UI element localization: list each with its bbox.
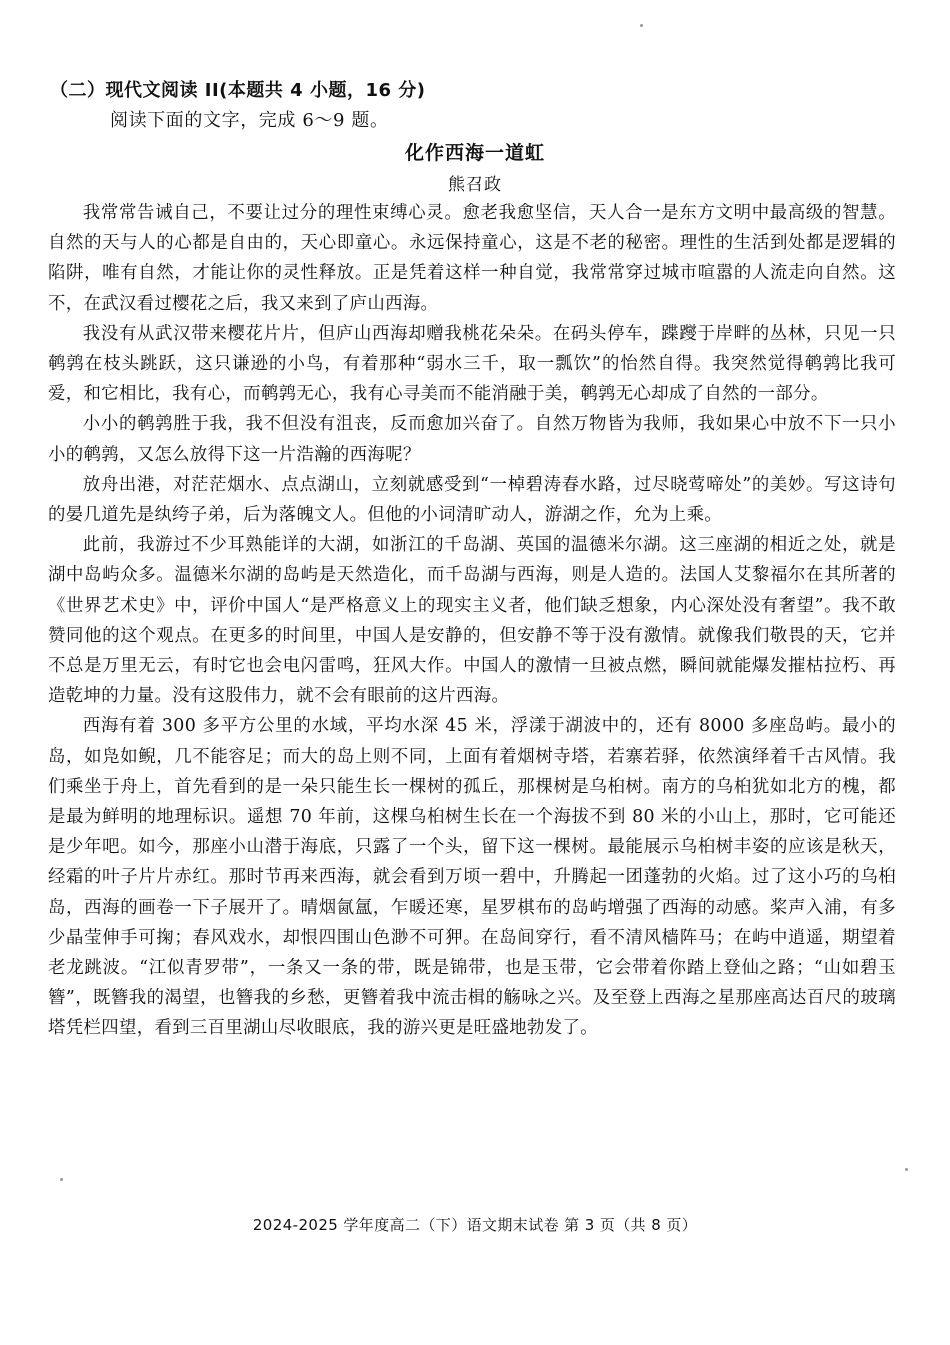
reading-instruction: 阅读下面的文字，完成 6～9 题。: [110, 110, 389, 131]
paragraph-4: 放舟出港，对茫茫烟水、点点湖山，立刻就感受到“一棹碧涛春水路，过尽晓莺啼处”的美妙。写这诗句的晏几道先是纨绔子弟，后为落魄文人。但他的小词清旷动人，游湖之作，允为上乘。: [48, 474, 896, 526]
article-author: 熊召政: [448, 175, 502, 195]
paragraph-2: 我没有从武汉带来樱花片片，但庐山西海却赠我桃花朵朵。在码头停车，蹀躞于岸畔的丛林，只见一只鹌鹑在枝头跳跃，这只谦逊的小鸟，有着那种“弱水三千，取一瓢饮”的怡然自得。我突然觉得鹌鹑比我可爱，和它相比，我有心，而鹌鹑无心，我有心寻美而不能消融于美，鹌鹑无心却成了自然的一部分。: [48, 323, 896, 405]
scan-speck: [60, 1178, 63, 1181]
scan-speck: [640, 24, 643, 27]
paragraph-5: 此前，我游过不少耳熟能详的大湖，如浙江的千岛湖、英国的温德米尔湖。这三座湖的相近之处，就是湖中岛屿众多。温德米尔湖的岛屿是天然造化，而千岛湖与西海，则是人造的。法国人艾黎福尔在其所著的《世界艺术史》中，评价中国人“是严格意义上的现实主义者，他们缺乏想象，内心深处没有奢望”。我不敢赞同他的这个观点。在更多的时间里，中国人是安静的，但安静不等于没有激情。就像我们敬畏的天，它并不总是万里无云，有时它也会电闪雷鸣，狂风大作。中国人的激情一旦被点燃，瞬间就能爆发摧枯拉朽、再造乾坤的力量。没有这股伟力，就不会有眼前的这片西海。: [48, 535, 896, 707]
article-title: 化作西海一道虹: [404, 142, 545, 164]
scan-speck: [905, 1168, 908, 1171]
section-heading: （二）现代文阅读 II(本题共 4 小题，16 分): [50, 80, 426, 101]
article-body: [48, 198, 896, 1044]
page-footer: 2024-2025 学年度高二（下）语文期末试卷 第 3 页（共 8 页）: [252, 1216, 698, 1234]
paragraph-1: 我常常告诫自己，不要让过分的理性束缚心灵。愈老我愈坚信，天人合一是东方文明中最高级的智慧。自然的天与人的心都是自由的，天心即童心。永远保持童心，这是不老的秘密。理性的生活到处都是逻辑的陷阱，唯有自然，才能让你的灵性释放。正是凭着这样一种自觉，我常常穿过城市喧嚣的人流走向自然。这不，在武汉看过樱花之后，我又来到了庐山西海。: [48, 203, 896, 314]
paragraph-6: 西海有着 300 多平方公里的水域，平均水深 45 米，浮漾于湖波中的，还有 8000 多座岛屿。最小的岛，如凫如鲵，几不能容足；而大的岛上则不同，上面有着烟树寺塔，若寨若驿，依然演绎着千古风情。我们乘坐于舟上，首先看到的是一朵只能生长一棵树的孤丘，那棵树是乌桕树。南方的乌桕犹如北方的槐，都是最为鲜明的地理标识。遥想 70 年前，这棵乌桕树生长在一个海拔不到 80 米的小山上，那时，它可能还是少年吧。如今，那座小山潜于海底，只露了一个头，留下这一棵树。最能展示乌桕树丰姿的应该是秋天，经霜的叶子片片赤红。那时节再来西海，就会看到万顷一碧中，升腾起一团蓬勃的火焰。过了这小巧的乌桕岛，西海的画卷一下子展开了。晴烟氤氲，乍暖还寒，星罗棋布的岛屿增强了西海的动感。桨声入浦，有多少晶莹伸手可掬；春风戏水，却恨四围山色渺不可狎。在岛间穿行，看不清风樯阵马；在屿中逍遥，期望着老龙跳波。“江似青罗带”，一条又一条的带，既是锦带，也是玉带，它会带着你踏上登仙之路；“山如碧玉簪”，既簪我的渴望，也簪我的乡愁，更簪着我中流击楫的觞咏之兴。及至登上西海之星那座高达百尺的玻璃塔凭栏四望，看到三百里湖山尽收眼底，我的游兴更是旺盛地勃发了。: [48, 716, 896, 1039]
paragraph-3: 小小的鹌鹑胜于我，我不但没有沮丧，反而愈加兴奋了。自然万物皆为我师，我如果心中放不下一只小小的鹌鹑，又怎么放得下这一片浩瀚的西海呢？: [48, 414, 896, 465]
